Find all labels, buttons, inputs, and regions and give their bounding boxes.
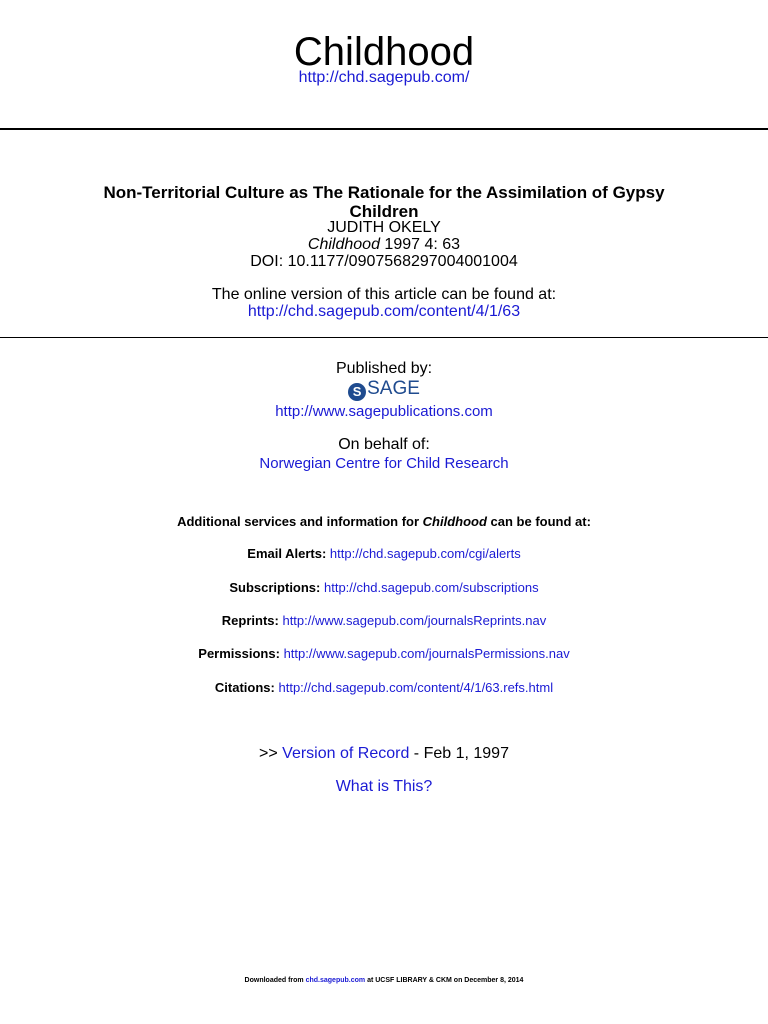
- publisher-url-row: [0, 403, 768, 421]
- service-label: Reprints:: [221, 613, 279, 628]
- services-heading-journal: Childhood: [422, 514, 487, 529]
- on-behalf-org-link[interactable]: Norwegian Centre for Child Research: [259, 455, 509, 472]
- online-version-link[interactable]: http://chd.sagepub.com/content/4/1/63: [247, 303, 521, 320]
- middle-divider: [0, 337, 768, 338]
- service-citations-link[interactable]: http://chd.sagepub.com/content/4/1/63.refs.html: [278, 680, 554, 695]
- footer-site-link[interactable]: chd.sagepub.com: [305, 977, 366, 984]
- footer-before: Downloaded from: [244, 977, 306, 984]
- publisher-url-link[interactable]: http://www.sagepublications.com: [275, 403, 493, 420]
- service-label: Permissions:: [198, 646, 280, 661]
- version-date: - Feb 1, 1997: [413, 745, 509, 762]
- article-citation: [0, 236, 768, 254]
- version-row: [0, 745, 768, 763]
- online-version-row: [0, 303, 768, 321]
- service-subscriptions-link[interactable]: http://chd.sagepub.com/subscriptions: [324, 580, 539, 595]
- version-prefix: >>: [259, 745, 278, 762]
- journal-url-link[interactable]: http://chd.sagepub.com/: [298, 69, 470, 86]
- service-permissions: [0, 646, 768, 662]
- on-behalf-row: [0, 455, 768, 473]
- sage-logo-text: SAGE: [367, 378, 420, 399]
- service-permissions-link[interactable]: http://www.sagepub.com/journalsPermissions.nav: [283, 646, 570, 661]
- article-doi: DOI: 10.1177/0907568297004001004: [250, 253, 518, 270]
- top-divider: [0, 128, 768, 130]
- citation-volume: 1997 4: 63: [379, 236, 461, 253]
- services-heading-after: can be found at:: [486, 514, 591, 529]
- what-is-this-link[interactable]: What is This?: [335, 778, 433, 795]
- journal-url-row: [0, 68, 768, 88]
- published-by-label: Published by:: [335, 360, 433, 377]
- download-footer: [0, 976, 768, 985]
- article-title-line1: Non-Territorial Culture as The Rationale for the Assimilation of Gypsy: [103, 183, 665, 202]
- article-title-line2: Children: [349, 202, 419, 221]
- citation-journal: Childhood: [307, 236, 380, 253]
- services-heading: [0, 514, 768, 530]
- service-label: Citations:: [214, 680, 275, 695]
- service-subscriptions: [0, 580, 768, 596]
- sage-logo[interactable]: [0, 378, 768, 401]
- service-reprints: [0, 613, 768, 629]
- service-citations: [0, 680, 768, 696]
- service-label: Subscriptions:: [229, 580, 321, 595]
- service-email-alerts: [0, 546, 768, 562]
- journal-title: Childhood: [293, 30, 475, 74]
- on-behalf-label: On behalf of:: [338, 436, 430, 453]
- service-reprints-link[interactable]: http://www.sagepub.com/journalsReprints.nav: [282, 613, 547, 628]
- what-is-this-row: [0, 778, 768, 796]
- service-label: Email Alerts:: [247, 546, 327, 561]
- version-of-record-link[interactable]: Version of Record: [282, 745, 410, 762]
- article-author: JUDITH OKELY: [327, 219, 441, 236]
- sage-logo-icon: S: [348, 383, 366, 401]
- footer-after: at UCSF LIBRARY & CKM on December 8, 2014: [365, 977, 524, 984]
- service-email-alerts-link[interactable]: http://chd.sagepub.com/cgi/alerts: [329, 546, 521, 561]
- services-heading-before: Additional services and information for: [177, 514, 423, 529]
- online-version-text: The online version of this article can be found at:: [211, 286, 557, 303]
